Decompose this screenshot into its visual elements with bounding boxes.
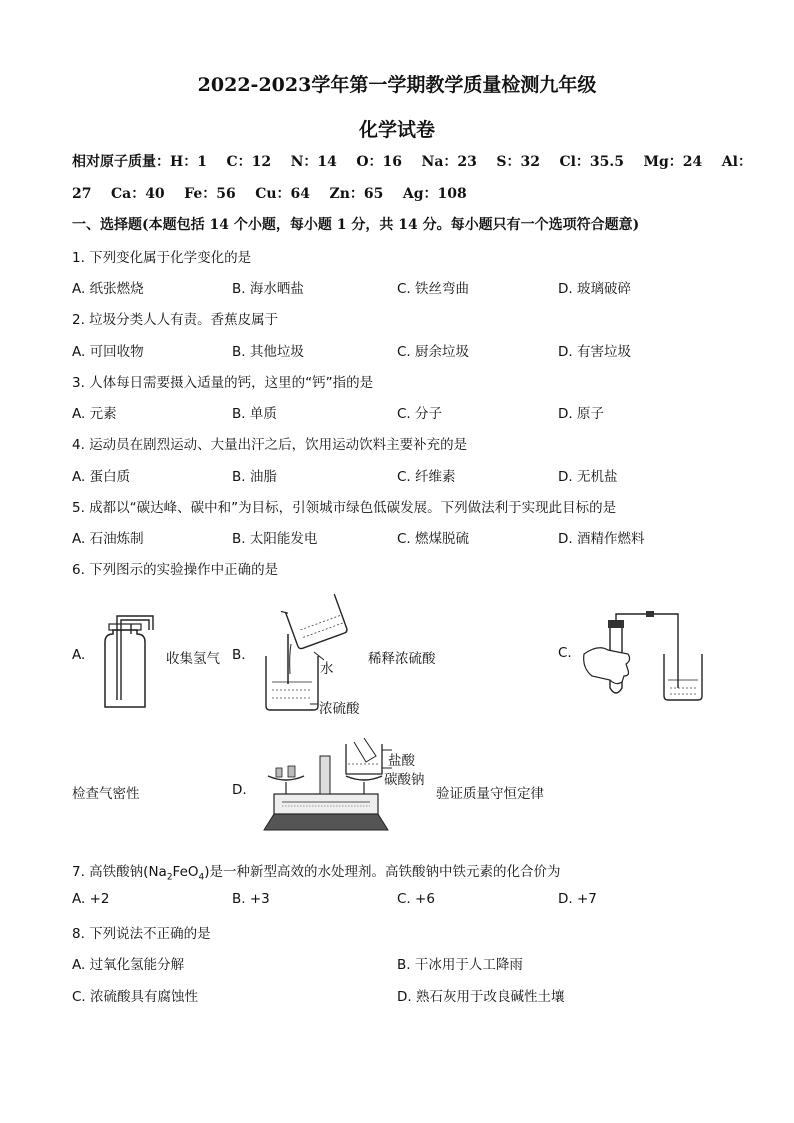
option-a[interactable]: A. 蛋白质 — [72, 469, 131, 485]
q7-stem-part: 7. 高铁酸钠(Na — [72, 864, 167, 880]
figure-b-water-label: 水 — [320, 661, 334, 677]
option-b[interactable]: B. 油脂 — [232, 469, 277, 485]
option-a[interactable]: A. 可回收物 — [72, 344, 144, 360]
option-b[interactable]: B. 其他垃圾 — [232, 344, 304, 360]
figure-b-acid-label: 浓硫酸 — [319, 701, 360, 717]
atomic-mass-line-2: 27 Ca：40 Fe：56 Cu：64 Zn：65 Ag：108 — [72, 186, 467, 202]
option-a[interactable]: A. 过氧化氢能分解 — [72, 957, 185, 973]
atomic-mass-line-1: 相对原子质量：H：1 C：12 N：14 O：16 Na：23 S：32 Cl：35.5 Mg：24 Al： — [72, 154, 752, 170]
option-d[interactable]: D. 熟石灰用于改良碱性土壤 — [397, 989, 565, 1005]
balance-figure — [258, 738, 394, 834]
option-c[interactable]: C. 燃煤脱硫 — [397, 531, 470, 547]
airtightness-figure — [578, 610, 708, 702]
option-c[interactable]: C. 铁丝弯曲 — [397, 281, 470, 297]
figure-b-label: 稀释浓硫酸 — [368, 651, 436, 667]
figure-c-letter[interactable]: C. — [558, 645, 572, 661]
option-d[interactable]: D. 无机盐 — [558, 469, 618, 485]
figure-a-label: 收集氢气 — [166, 651, 220, 667]
question-stem: 8. 下列说法不正确的是 — [72, 926, 211, 942]
option-b[interactable]: B. 单质 — [232, 406, 277, 422]
option-b[interactable]: B. 干冰用于人工降雨 — [397, 957, 523, 973]
option-a[interactable]: A. 石油炼制 — [72, 531, 144, 547]
gas-bottle-figure — [95, 612, 165, 707]
figure-d-letter[interactable]: D. — [232, 782, 247, 798]
figure-c-label: 检查气密性 — [72, 786, 140, 802]
page-title: 2022-2023学年第一学期教学质量检测九年级 — [197, 74, 597, 96]
q7-stem-part: FeO — [172, 864, 199, 880]
option-d[interactable]: D. 有害垃圾 — [558, 344, 631, 360]
option-c[interactable]: C. 分子 — [397, 406, 443, 422]
q7-stem-part: )是一种新型高效的水处理剂。高铁酸钠中铁元素的化合价为 — [204, 864, 561, 880]
figure-d-label: 验证质量守恒定律 — [436, 786, 544, 802]
option-a[interactable]: A. 元素 — [72, 406, 117, 422]
option-d[interactable]: D. 酒精作燃料 — [558, 531, 645, 547]
question-stem: 1. 下列变化属于化学变化的是 — [72, 250, 252, 266]
figure-a-letter[interactable]: A. — [72, 647, 86, 663]
question-stem: 5. 成都以“碳达峰、碳中和”为目标，引领城市绿色低碳发展。下列做法利于实现此目标的是 — [72, 500, 617, 516]
option-c[interactable]: C. 纤维素 — [397, 469, 456, 485]
option-b[interactable]: B. +3 — [232, 891, 270, 907]
option-c[interactable]: C. 厨余垃圾 — [397, 344, 470, 360]
question-stem — [72, 860, 561, 883]
option-b[interactable]: B. 海水晒盐 — [232, 281, 304, 297]
section-heading: 一、选择题(本题包括 14 个小题，每小题 1 分，共 14 分。每小题只有一个选项符合题意) — [72, 217, 640, 233]
question-stem: 3. 人体每日需要摄入适量的钙，这里的“钙”指的是 — [72, 375, 374, 391]
option-c[interactable]: C. 浓硫酸具有腐蚀性 — [72, 989, 199, 1005]
page-subtitle: 化学试卷 — [358, 119, 435, 141]
q7-subscript: 2 — [166, 872, 173, 883]
question-stem: 4. 运动员在剧烈运动、大量出汗之后，饮用运动饮料主要补充的是 — [72, 437, 468, 453]
option-a[interactable]: A. 纸张燃烧 — [72, 281, 144, 297]
option-c[interactable]: C. +6 — [397, 891, 435, 907]
figure-d-na2co3-label: 碳酸钠 — [384, 772, 425, 788]
option-d[interactable]: D. 原子 — [558, 406, 604, 422]
question-stem: 2. 垃圾分类人人有责。香蕉皮属于 — [72, 312, 279, 328]
option-d[interactable]: D. 玻璃破碎 — [558, 281, 631, 297]
figure-b-letter[interactable]: B. — [232, 647, 246, 663]
option-d[interactable]: D. +7 — [558, 891, 597, 907]
option-a[interactable]: A. +2 — [72, 891, 110, 907]
q7-subscript: 4 — [198, 872, 205, 883]
figure-d-hcl-label: 盐酸 — [388, 753, 415, 769]
option-b[interactable]: B. 太阳能发电 — [232, 531, 318, 547]
question-stem: 6. 下列图示的实验操作中正确的是 — [72, 562, 279, 578]
